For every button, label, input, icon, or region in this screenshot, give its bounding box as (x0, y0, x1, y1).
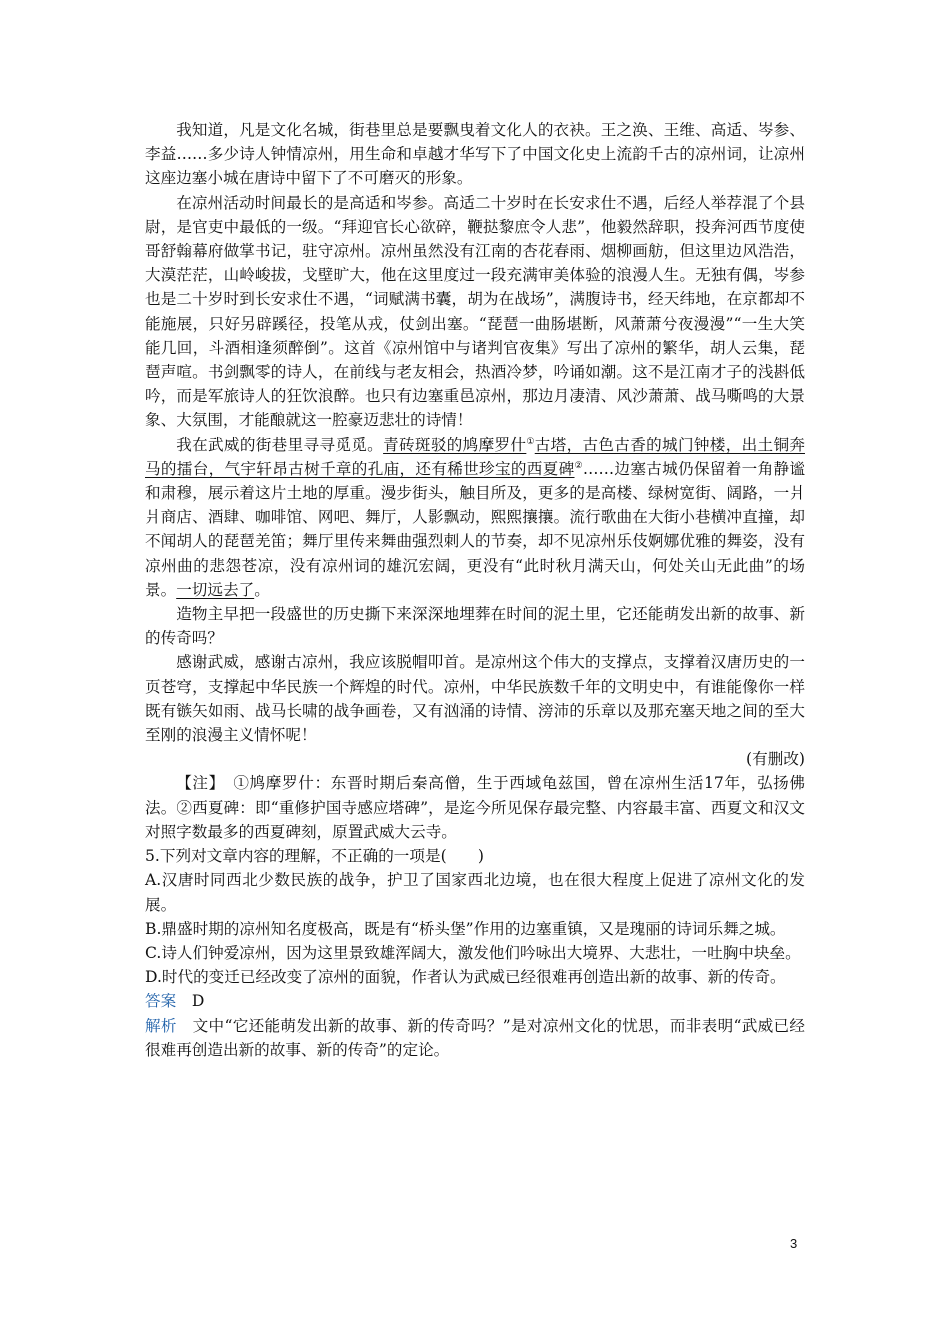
paragraph-2: 在凉州活动时间最长的是高适和岑参。高适二十岁时在长安求仕不遇，后经人举荐混了个县尉，是官吏中最低的一级。“拜迎官长心欲碎，鞭挞黎庶令人悲”，他毅然辞职，投奔河西节度使哥舒翰幕府做掌书记，驻守凉州。凉州虽然没有江南的杏花春雨、烟柳画舫，但这里边风浩浩，大漠茫茫，山岭峻拔，戈壁旷大，他在这里度过一段充满审美体验的浪漫人生。无独有偶，岑参也是二十岁时到长安求仕不遇，“词赋满书囊，胡为在战场”，满腹诗书，经天纬地，在京都却不能施展，只好另辟蹊径，投笔从戎，仗剑出塞。“琵琶一曲肠堪断，风萧萧兮夜漫漫”“一生大笑能几回，斗酒相逢须醉倒”。这首《凉州馆中与诸判官夜集》写出了凉州的繁华，胡人云集，琵琶声喧。书剑飘零的诗人，在前线与老友相会，热酒冷梦，吟诵如潮。这不是江南才子的浅斟低吟，而是军旅诗人的狂饮浪醉。也只有边塞重邑凉州，那边月凄清、风沙萧萧、战马嘶鸣的大景象、大氛围，才能酿就这一腔豪迈悲壮的诗情！ (145, 193, 805, 430)
paragraph-3-middle: ……边塞古城仍保留着一角静谧和肃穆，展示着这片土地的厚重。漫步街头，触目所及，更多的是高楼、绿树宽街、阔路，一爿爿商店、酒肆、咖啡馆、网吧、舞厅，人影飘动，熙熙攘攘。流行歌曲在大街小巷横冲直撞，却不闻胡人的琵琶羌笛；舞厅里传来舞曲强烈刺人的节奏，却不见凉州乐伎婀娜优雅的舞姿，没有凉州曲的悲怨苍凉，没有凉州词的雄沉宏阔，更没有“此时秋月满天山，何处关山无此曲”的场景。 (145, 459, 805, 599)
paragraph-5: 感谢武威，感谢古凉州，我应该脱帽叩首。是凉州这个伟大的支撑点，支撑着汉唐历史的一页苍穹，支撑起中华民族一个辉煌的时代。凉州，中华民族数千年的文明史中，有谁能像你一样既有镞矢如雨、战马长啸的战争画卷，又有汹涌的诗情、滂沛的乐章以及那充塞天地之间的至大至刚的浪漫主义情怀呢！ (145, 653, 805, 745)
paragraph-1: 我知道，凡是文化名城，街巷里总是要飘曳着文化人的衣袂。王之涣、王维、高适、岑参、李益……多少诗人钟情凉州，用生命和卓越才华写下了中国文化史上流韵千古的凉州词，让凉州这座边塞小城在唐诗中留下了不可磨灭的形象。 (145, 121, 805, 188)
page-number: 3 (790, 1236, 798, 1251)
document-body (145, 118, 805, 1062)
analysis-label: 解析 (145, 1016, 177, 1035)
option-d: D.时代的变迁已经改变了凉州的面貌，作者认为武威已经很难再创造出新的故事、新的传奇。 (145, 968, 786, 987)
answer-value: D (191, 992, 205, 1011)
option-a: A.汉唐时同西北少数民族的战争，护卫了国家西北边境，也在很大程度上促进了凉州文化的发展。 (145, 871, 805, 914)
footnote-mark-2: ② (574, 460, 583, 471)
option-c: C.诗人们钟爱凉州，因为这里景致雄浑阔大，激发他们吟咏出大境界、大悲壮，一吐胸中块垒。 (145, 943, 801, 962)
paragraph-3 (145, 433, 805, 602)
underlined-phrase-1: 青砖斑驳的鸠摩罗什 (383, 435, 527, 454)
option-b: B.鼎盛时期的凉州知名度极高，既是有“桥头堡”作用的边塞重镇，又是瑰丽的诗词乐舞之城。 (145, 919, 786, 938)
paragraph-3-end: 。 (254, 580, 270, 599)
underlined-phrase-3: 一切远去了 (176, 580, 255, 599)
footnote-mark-1: ① (526, 436, 535, 447)
paragraph-4: 造物主早把一段盛世的历史撕下来深深地埋葬在时间的泥土里，它还能萌发出新的故事、新的传奇吗？ (145, 605, 805, 648)
analysis-text: 文中“它还能萌发出新的故事、新的传奇吗？”是对凉州文化的忧思，而非表明“武威已经很难再创造出新的故事、新的传奇”的定论。 (145, 1016, 805, 1059)
analysis-line (145, 1014, 805, 1062)
footnote-label: 【注】 (176, 774, 218, 793)
answer-line (145, 989, 805, 1013)
answer-label: 答案 (145, 992, 177, 1011)
source-note: (有删改) (746, 750, 805, 769)
question-stem: 5.下列对文章内容的理解，不正确的一项是( ) (145, 847, 484, 866)
underlined-phrase-2: 古塔，古色古香的城门钟楼，出土铜奔马的擂台，气宇轩昂古树千章的孔庙，还有稀世珍宝的西夏碑 (145, 435, 805, 478)
footnotes (145, 771, 805, 844)
paragraph-3-intro: 我在武威的街巷里寻寻觅觅。 (176, 435, 384, 454)
footnote-text: ①鸠摩罗什：东晋时期后秦高僧，生于西域龟兹国，曾在凉州生活17年，弘扬佛法。②西夏碑：即“重修护国寺感应塔碑”，是迄今所见保存最完整、内容最丰富、西夏文和汉文对照字数最多的西夏碑刻，原置武威大云寺。 (145, 774, 806, 841)
